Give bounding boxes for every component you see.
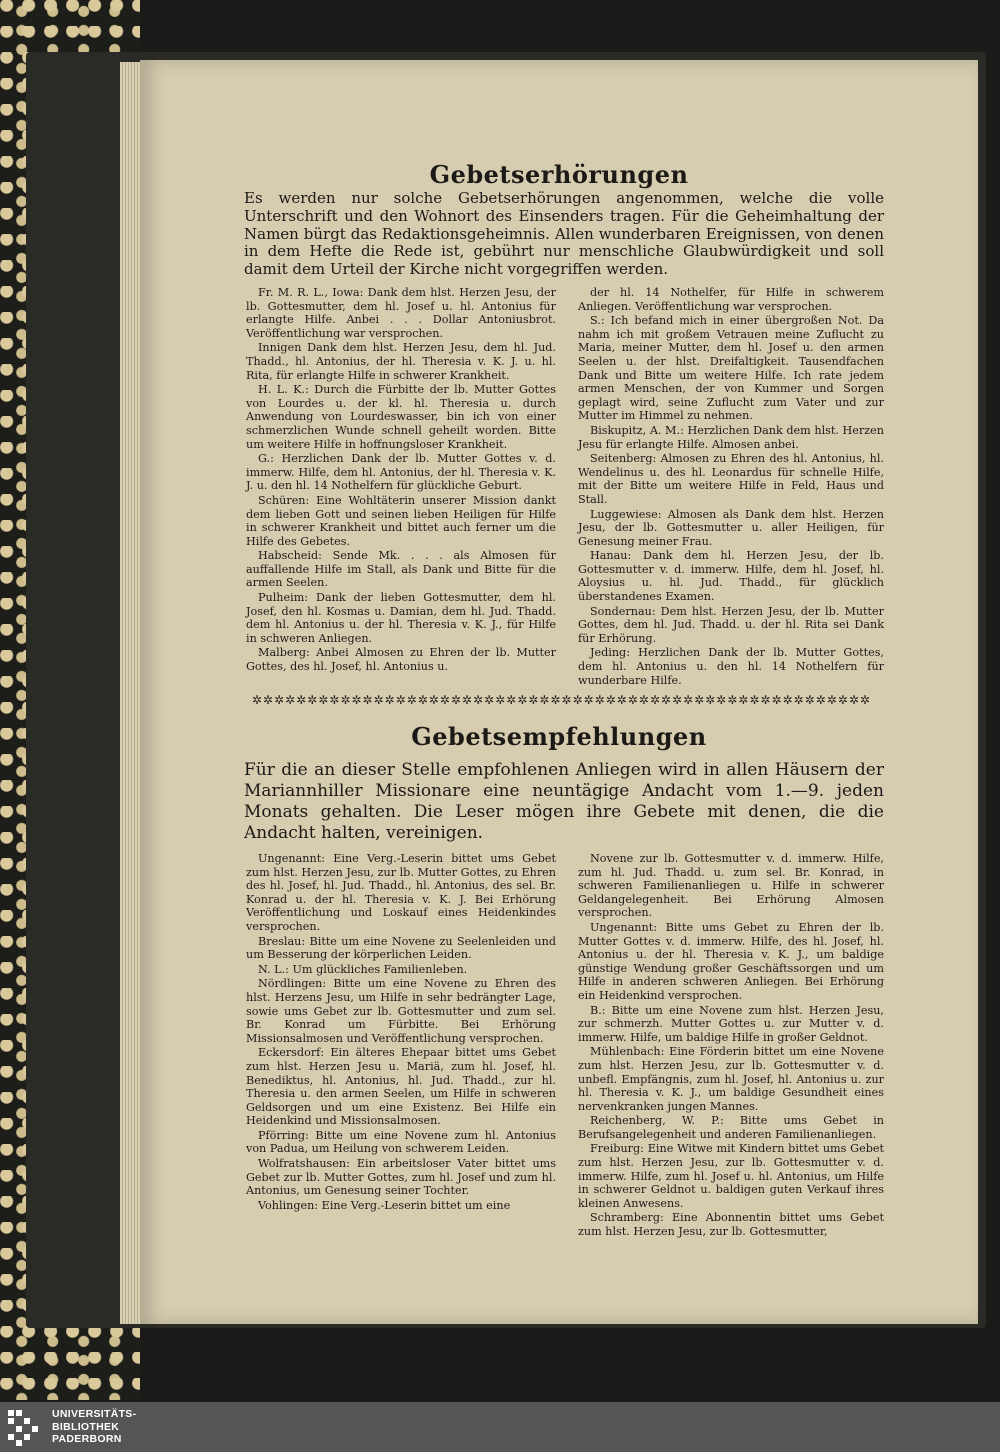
library-logo-text — [52, 1408, 136, 1446]
entry: Seitenberg: Almosen zu Ehren des hl. Antonius, hl. Wendelinus u. des hl. Leonardus für schnelle Hilfe, mit der Bitte um weitere Hilfe in Feld, Haus und Stall. — [578, 452, 884, 506]
entry: Schramberg: Eine Abonnentin bittet ums Gebet zum hlst. Herzen Jesu, zur lb. Gottesmutter, — [578, 1211, 884, 1239]
section-title-gebetserhoerungen: Gebetserhörungen — [429, 160, 689, 189]
library-footer-bar — [0, 1402, 1000, 1452]
entry: Schüren: Eine Wohltäterin unserer Mission dankt dem lieben Gott und seinen lieben Heiligen für Hilfe in schwerer Krankheit und bittet auch ferner um die Hilfe des Gebetes. — [246, 493, 556, 548]
entry: Eckersdorf: Ein älteres Ehepaar bittet ums Gebet zum hlst. Herzen Jesu u. Mariä, zum hl. Josef, hl. Benediktus, hl. Antonius, hl. Jud. Thadd., zur hl. Theresia u. den armen Seelen, um Hilfe in schweren Geldsorgen und um eine Existenz. Bei Hilfe ein Heidenkind und Missionsalmosen. — [246, 1046, 556, 1128]
section-intro-gebetserhoerungen: Es werden nur solche Gebetserhörungen angenommen, welche die volle Unterschrift und den Wohnort des Einsenders tragen. Für die Geheimhaltung der Namen bürgt das Redaktionsgeheimnis. Allen wunderbaren Ereignissen, von denen in dem Hefte die Rede ist, gebührt nur menschliche Glaubwürdigkeit und soll damit dem Urteil der Kirche nicht vorgegriffen werden. — [244, 189, 884, 279]
column-left-erhoerungen — [246, 286, 556, 675]
library-logo-icon — [8, 1410, 44, 1446]
entry: Jeding: Herzlichen Dank der lb. Mutter Gottes, dem hl. Antonius u. den hl. 14 Nothelfern für wunderbare Hilfe. — [578, 646, 884, 687]
entry: Malberg: Anbei Almosen zu Ehren der lb. Mutter Gottes, des hl. Josef, hl. Antonius u. — [246, 646, 556, 674]
entry: Sondernau: Dem hlst. Herzen Jesu, der lb. Mutter Gottes, dem hl. Jud. Thadd. u. der hl. Rita sei Dank für Erhörung. — [578, 604, 884, 645]
entry: Novene zur lb. Gottesmutter v. d. immerw. Hilfe, zum hl. Jud. Thadd. u. zum sel. Br. Konrad, in schweren Familienanliegen u. Hilfe in schwerer Geldangelegenheit. Bei Erhörung Almosen versprochen. — [578, 852, 884, 920]
entry: G.: Herzlichen Dank der lb. Mutter Gottes v. d. immerw. Hilfe, dem hl. Antonius, der hl. Theresia v. K. J. u. den hl. 14 Nothelfern für glückliche Geburt. — [246, 452, 556, 493]
entry: Pulheim: Dank der lieben Gottesmutter, dem hl. Josef, den hl. Kosmas u. Damian, dem hl. Jud. Thadd. dem hl. Antonius u. der hl. Theresia v. K. J., für Hilfe in schweren Anliegen. — [246, 591, 556, 645]
column-left-empfehlungen — [246, 852, 556, 1213]
entry: Vohlingen: Eine Verg.-Leserin bittet um eine — [258, 1198, 511, 1212]
column-right-empfehlungen — [578, 852, 884, 1240]
entry: Habscheid: Sende Mk. . . . als Almosen für auffallende Hilfe im Stall, als Dank und Bitte für die armen Seelen. — [246, 549, 556, 590]
section-intro-gebetsempfehlungen: Für die an dieser Stelle empfohlenen Anliegen wird in allen Häusern der Mariannhiller Missionare eine neuntägige Andacht vom 1.—9. jeden Monats gehalten. Die Leser mögen ihre Gebete mit denen, die die Andacht halten, vereinigen. — [244, 760, 884, 843]
entry: Freiburg: Eine Witwe mit Kindern bittet ums Gebet zum hlst. Herzen Jesu, zur lb. Gottesmutter v. d. immerw. Hilfe, zum hl. Josef u. hl. Antonius, um Hilfe in schwerer Geldnot u. baldigen guten Verkauf ihres kleinen Anwesens. — [578, 1142, 884, 1210]
entry: der hl. 14 Nothelfer, für Hilfe in schwerem Anliegen. Veröffentlichung war versprochen. — [578, 286, 884, 313]
entry: Nördlingen: Bitte um eine Novene zu Ehren des hlst. Herzens Jesu, um Hilfe in sehr bedrängter Lage, sowie ums Gebet zur lb. Gottesmutter und zum sel. Br. Konrad um Fürbitte. Bei Erhörung Missionsalmosen und Veröffentlichung versprochen. — [246, 977, 556, 1045]
logo-line: UNIVERSITÄTS- — [52, 1408, 137, 1420]
entry: Hanau: Dank dem hl. Herzen Jesu, der lb. Gottesmutter v. d. immerw. Hilfe, dem hl. Josef, hl. Aloysius u. hl. Jud. Thadd., für glücklich überstandenes Examen. — [578, 549, 884, 604]
entry: Pförring: Bitte um eine Novene zum hl. Antonius von Padua, um Heilung von schwerem Leiden. — [246, 1128, 556, 1156]
entry: Ungenannt: Eine Verg.-Leserin bittet ums Gebet zum hlst. Herzen Jesu, zur lb. Mutter Gottes, zu Ehren des hl. Josef, hl. Jud. Thadd., hl. Antonius, des sel. Br. Konrad u. der hl. Theresia v. K. J. Bei Erhörung Veröffentlichung und Loskauf eines Heidenkindes versprochen. — [246, 852, 556, 933]
entry: N. L.: Um glückliches Familienleben. — [258, 962, 468, 976]
section-title-gebetsempfehlungen: Gebetsempfehlungen — [411, 722, 707, 751]
entry: Innigen Dank dem hlst. Herzen Jesu, dem hl. Jud. Thadd., hl. Antonius, der hl. Theresia v. K. J. u. hl. Rita, für erlangte Hilfe in schwerer Krankheit. — [246, 341, 556, 382]
entry: Reichenberg, W. P.: Bitte ums Gebet in Berufsangelegenheit und anderen Familienanliegen. — [578, 1114, 884, 1141]
entry: B.: Bitte um eine Novene zum hlst. Herzen Jesu, zur schmerzh. Mutter Gottes u. zur Mutter v. d. immerw. Hilfe, um baldige Hilfe in großer Geldnot. — [578, 1003, 884, 1044]
entry: Luggewiese: Almosen als Dank dem hlst. Herzen Jesu, der lb. Gottesmutter u. aller Heiligen, für Genesung meiner Frau. — [578, 507, 884, 548]
entry: Biskupitz, A. M.: Herzlichen Dank dem hlst. Herzen Jesu für erlangte Hilfe. Almosen anbei. — [578, 423, 884, 451]
entry: Fr. M. R. L., Iowa: Dank dem hlst. Herzen Jesu, der lb. Gottesmutter, dem hl. Josef u. hl. Antonius für erlangte Hilfe. Anbei . . . Dollar Antoniusbrot. Veröffentlichung war versprochen. — [246, 286, 556, 340]
column-right-erhoerungen — [578, 286, 884, 688]
logo-line: PADERBORN — [52, 1433, 122, 1445]
logo-line: BIBLIOTHEK — [52, 1420, 120, 1433]
entry: Ungenannt: Bitte ums Gebet zu Ehren der lb. Mutter Gottes v. d. immerw. Hilfe, des hl. Josef, hl. Antonius u. der hl. Theresia v. K. J., um baldige günstige Wendung großer Geschäftssorgen und um Hilfe in anderen schweren Anliegen. Bei Erhörung ein Heidenkind versprochen. — [578, 920, 884, 1002]
entry: Wolfratshausen: Ein arbeitsloser Vater bittet ums Gebet zur lb. Mutter Gottes, zum hl. Josef und zum hl. Antonius, um Genesung seiner Tochter. — [246, 1157, 556, 1198]
entry: H. L. K.: Durch die Fürbitte der lb. Mutter Gottes von Lourdes u. der kl. hl. Theresia u. durch Anwendung von Lourdeswasser, bin ich von einer schmerzlichen Wunde schnell geheilt worden. Bitte um weitere Hilfe in hoffnungsloser Krankheit. — [246, 383, 556, 451]
entry: Breslau: Bitte um eine Novene zu Seelenleiden und um Besserung der körperlichen Leiden. — [246, 934, 556, 962]
entry: S.: Ich befand mich in einer übergroßen Not. Da nahm ich mit großem Vetrauen meine Zuflucht zu Maria, meiner Mutter, dem hl. Josef u. den armen Seelen u. der hlst. Dreifaltigkeit. Tausendfachen Dank und Bitte um weitere Hilfe. Ich rate jedem armen Menschen, der von Kummer und Sorgen geplagt wird, seine Zuflucht zum Vater und zur Mutter im Himmel zu nehmen. — [578, 314, 884, 423]
ornamental-divider: ✲✲✲✲✲✲✲✲✲✲✲✲✲✲✲✲✲✲✲✲✲✲✲✲✲✲✲✲✲✲✲✲✲✲✲✲✲✲✲✲✲✲✲✲✲✲✲✲✲✲✲✲✲✲✲✲ — [252, 693, 872, 707]
scanned-page — [140, 60, 978, 1324]
entry: Mühlenbach: Eine Förderin bittet um eine Novene zum hlst. Herzen Jesu, zur lb. Gottesmutter v. d. unbefl. Empfängnis, zum hl. Josef, hl. Antonius u. zur hl. Theresia v. K. J., um baldige Gesundheit eines nervenkranken jungen Mannes. — [578, 1045, 884, 1113]
